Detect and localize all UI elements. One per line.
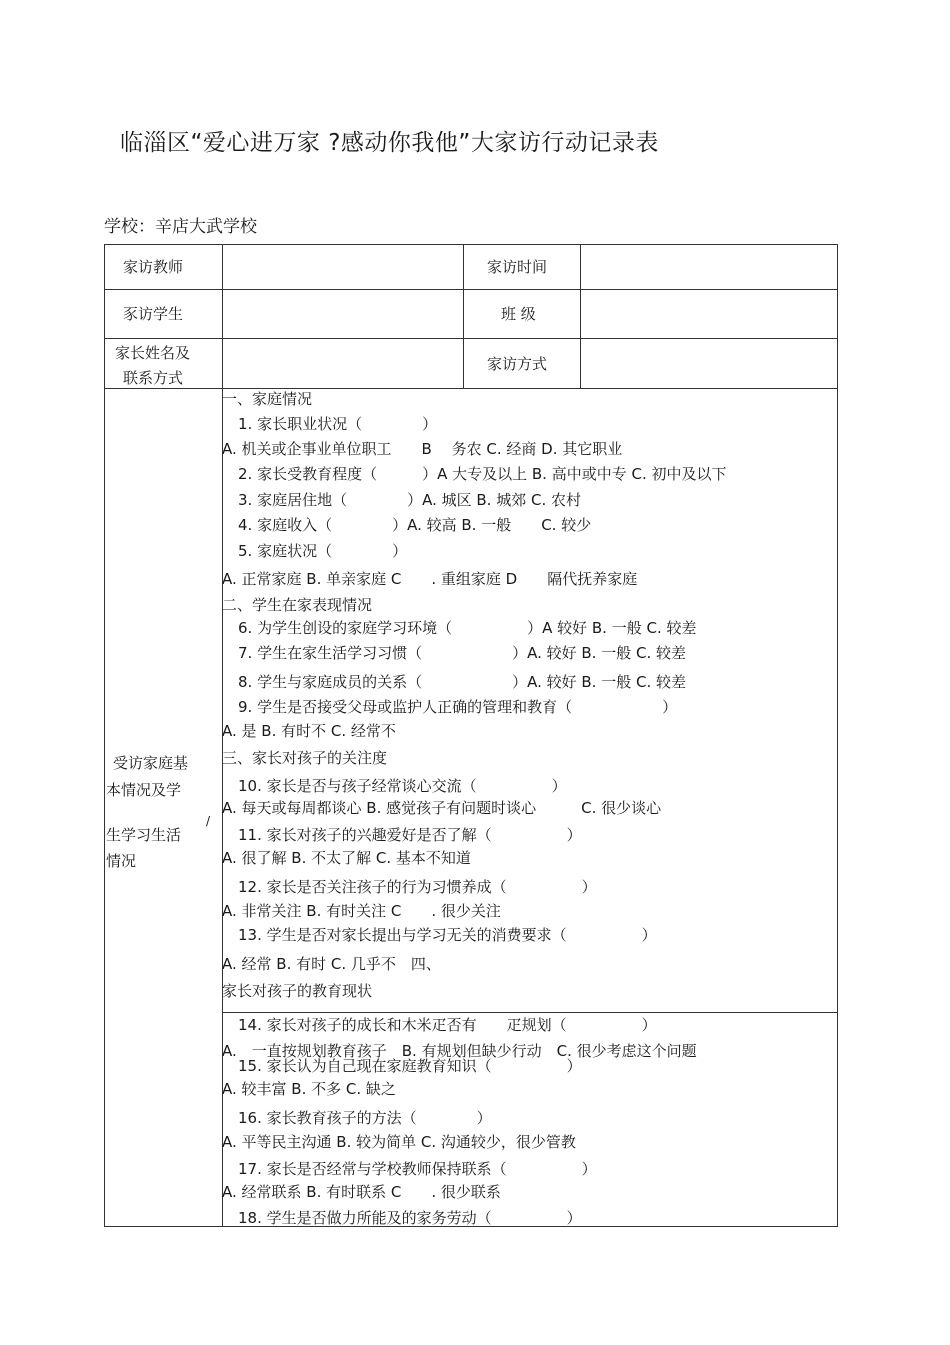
stray-mark: /	[206, 814, 211, 828]
section-label-line3: 生学习生活	[106, 826, 182, 844]
question-line: 一、家庭情况	[222, 390, 313, 408]
teacher-label: 家访教师	[123, 258, 184, 276]
section-label-line2: 本情况及学	[106, 781, 182, 799]
section-label-line1: 受访家庭基	[113, 754, 189, 772]
question-line: A. 机关或企事业单位职工 B 务农 C. 经商 D. 其它职业	[222, 440, 623, 458]
column-divider	[580, 244, 581, 389]
table-border-left	[104, 244, 105, 1227]
column-divider	[463, 244, 464, 389]
visit-time-label: 家访时间	[487, 258, 548, 276]
question-line: 17. 家长是否经常与学校教师保持联系（ ）	[238, 1160, 597, 1178]
question-line: A. 很了解 B. 不太了解 C. 基本不知道	[222, 849, 471, 867]
question-line: 三、家长对孩子的关注度	[222, 749, 388, 767]
question-line: 18. 学生是否做力所能及的家务劳动（ ）	[238, 1209, 582, 1227]
question-line: 14. 家长对孩子的成长和木米疋否有 疋规划（ ）	[238, 1016, 657, 1034]
row-divider	[104, 338, 838, 339]
question-line: 2. 家长受教育程度（ ）A 大专及以上 B. 高中或中专 C. 初中及以下	[238, 465, 727, 483]
question-line: A. 一直按规划教育孩子 B. 有规划但缺少行动 C. 很少考虑这个问题	[222, 1042, 697, 1060]
question-line: 10. 家长是否与孩子经常谈心交流（ ）	[238, 777, 567, 795]
table-border-top	[104, 244, 838, 245]
question-line: A. 较丰富 B. 不多 C. 缺之	[222, 1080, 396, 1098]
question-line: A. 每天或每周都谈心 B. 感觉孩子有问题时谈心 C. 很少谈心	[222, 799, 662, 817]
visit-method-label: 家访方式	[487, 355, 548, 373]
section-label-line4: 情况	[106, 852, 137, 870]
parent-name-label-line1: 家长姓名及	[115, 344, 191, 362]
question-line: 1. 家长职业状况（ ）	[238, 415, 438, 433]
question-line: A. 经常联系 B. 有时联系 C . 很少联系	[222, 1183, 501, 1201]
question-line: 16. 家长教育孩子的方法（ ）	[238, 1109, 492, 1127]
question-line: 家长对孩子的教育现状	[222, 982, 373, 1000]
question-line: 5. 家庭状况（ ）	[238, 542, 408, 560]
question-line: A. 经常 B. 有时 C. 几乎不 四、	[222, 955, 441, 973]
table-border-right	[837, 244, 838, 1227]
question-line: A. 平等民主沟通 B. 较为简单 C. 沟通较少，很少管教	[222, 1133, 576, 1151]
question-line: 13. 学生是否对家长提出与学习无关的消费要求（ ）	[238, 926, 657, 944]
question-line: 二、学生在家表现情况	[222, 596, 373, 614]
school-line: 学校：辛店大武学校	[104, 217, 257, 237]
row-divider	[104, 289, 838, 290]
question-line: 9. 学生是否接受父母或监护人正确的管理和教育（ ）	[238, 698, 678, 716]
question-line: 6. 为学生创设的家庭学习环境（ ）A 较好 B. 一般 C. 较差	[238, 619, 697, 637]
question-line: 3. 家庭居住地（ ）A. 城区 B. 城郊 C. 农村	[238, 491, 581, 509]
question-line: A. 是 B. 有时不 C. 经常不	[222, 722, 396, 740]
question-line: 4. 家庭收入（ ）A. 较高 B. 一般 C. 较少	[238, 516, 592, 534]
question-line: 15. 家长认为自己现在家庭教育知识（ ）	[238, 1057, 582, 1075]
question-line: A. 非常关注 B. 有时关注 C . 很少关注	[222, 902, 501, 920]
question-line: 8. 学生与家庭成员的关系（ ）A. 较好 B. 一般 C. 较差	[238, 673, 686, 691]
section-divider	[222, 1012, 838, 1013]
class-label: 班 级	[501, 305, 536, 323]
question-line: 7. 学生在家生活学习习惯（ ）A. 较好 B. 一般 C. 较差	[238, 644, 686, 662]
student-label: 豕访学生	[123, 305, 184, 323]
row-divider	[104, 388, 838, 389]
question-line: A. 正常家庭 B. 单亲家庭 C . 重组家庭 D 隔代抚养家庭	[222, 570, 638, 588]
question-line: 11. 家长对孩子的兴趣爱好是否了解（ ）	[238, 826, 582, 844]
page-title: 临淄区“爱心进万家 ?感动你我他”大家访行动记录表	[120, 130, 659, 156]
parent-name-label-line2: 联系方式	[123, 369, 184, 387]
question-line: 12. 家长是否关注孩子的行为习惯养成（ ）	[238, 878, 597, 896]
